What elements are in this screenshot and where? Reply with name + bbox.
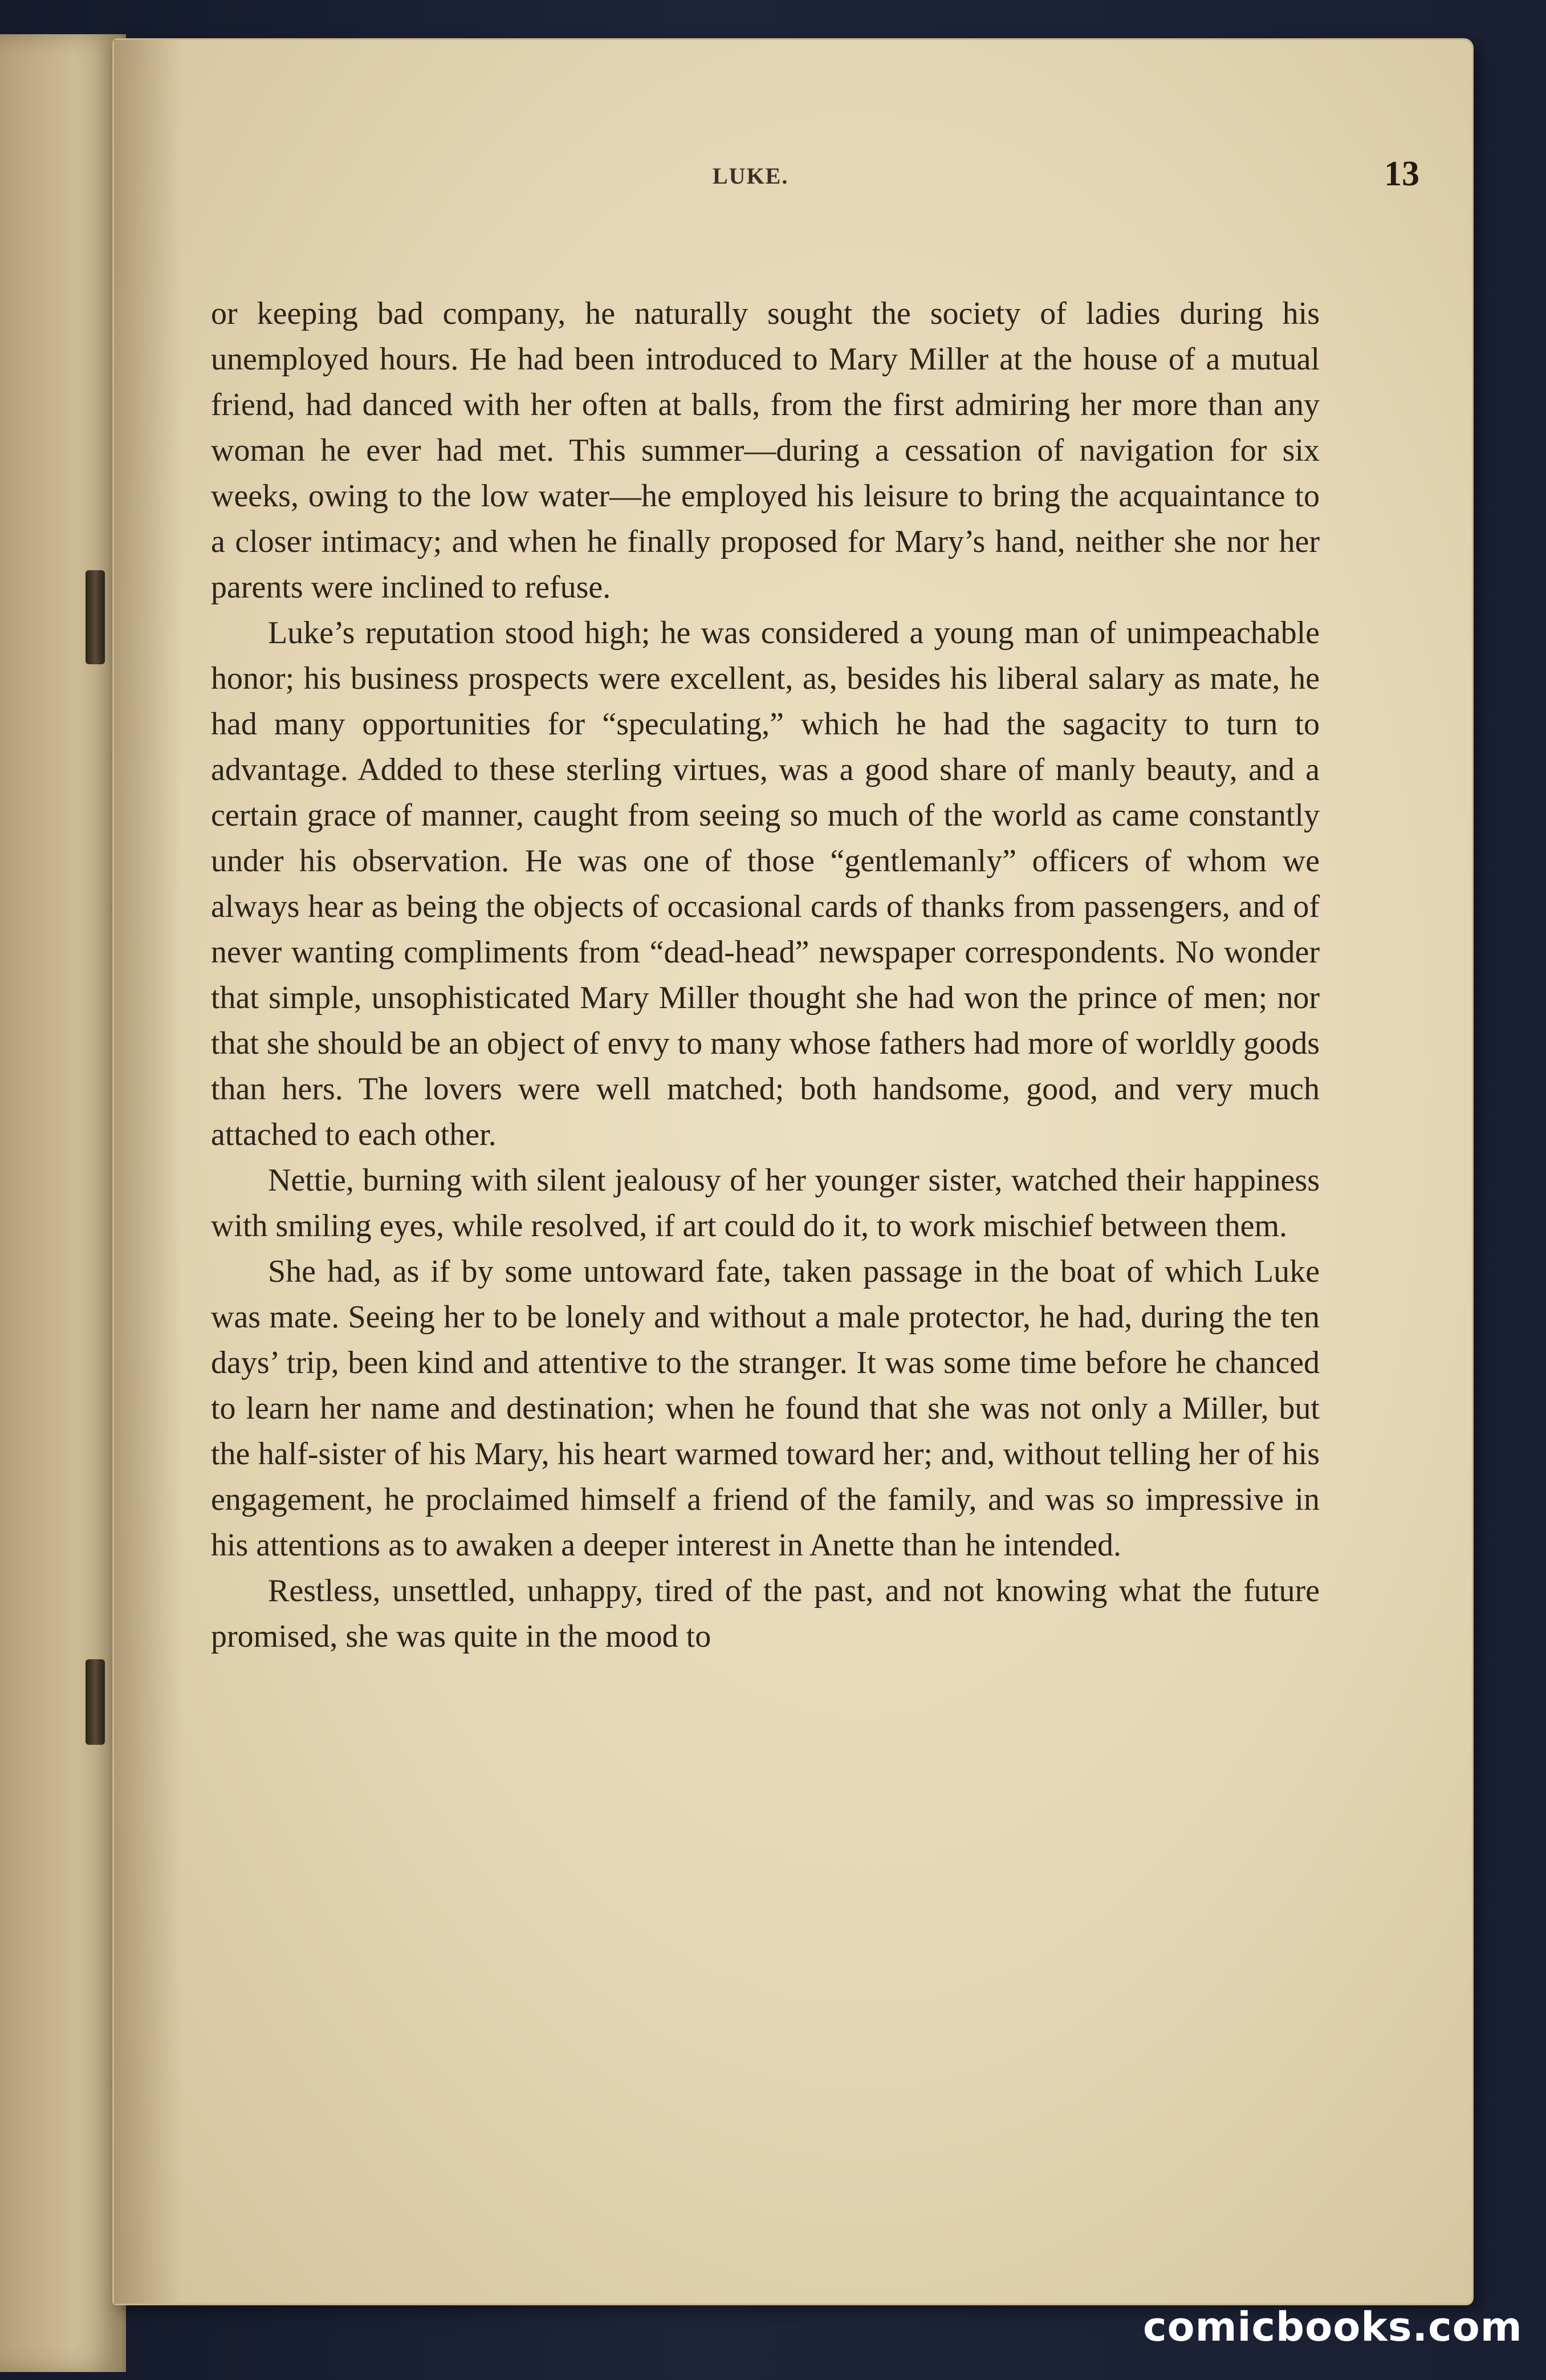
binding-staple-bottom xyxy=(86,1659,105,1745)
paragraph-3: Nettie, burning with silent jealousy of her younger sister, watched their happiness with smiling eyes, while resolved, if art could do it, to work mischief between them. xyxy=(211,1163,1320,1244)
paragraph-5: Restless, unsettled, unhappy, tired of the past, and not knowing what the future promised, she was quite in the mood to xyxy=(211,1573,1320,1654)
running-head: LUKE. xyxy=(713,163,789,189)
paragraph-1: or keeping bad company, he naturally sought the society of ladies during his unemployed hours. He had been introduced to Mary Miller at the house of a mutual friend, had danced with her often at balls, from the first admiring her more than any woman he ever had met. This summer—during a cessation of navigation for six weeks, owing to the low water—he employed his leisure to bring the acquaintance to a closer intimacy; and when he finally proposed for Mary’s hand, neither she nor her parents were inclined to refuse. xyxy=(211,296,1320,605)
paragraph-2: Luke’s reputation stood high; he was considered a young man of unimpeachable honor; his business prospects were excellent, as, besides his liberal salary as mate, he had many opportunities for “speculating,” which he had the sagacity to turn to advantage. Added to these sterling virtues, was a good share of manly beauty, and a certain grace of manner, caught from seeing so much of the world as came constantly under his observation. He was one of those “gentlemanly” officers of whom we always hear as being the objects of occasional cards of thanks from passengers, and of never wanting compliments from “dead-head” newspaper correspondents. No wonder that simple, unsophisticated Mary Miller thought she had won the prince of men; nor that she should be an object of envy to many whose fathers had more of worldly goods than hers. The lovers were well matched; both handsome, good, and very much attached to each other. xyxy=(211,615,1320,1152)
paragraph-4: She had, as if by some untoward fate, taken passage in the boat of which Luke was mate. Seeing her to be lonely and without a male protector, he had, during the ten days’ trip, been kind and attentive to the stranger. It was some time before he chanced to learn her name and destination; when he found that she was not only a Miller, but the half-sister of his Mary, his heart warmed toward her; and, without telling her of his engagement, he proclaimed himself a friend of the family, and was so impressive in his attentions as to awaken a deeper interest in Anette than he intended. xyxy=(211,1254,1320,1563)
body-text xyxy=(211,291,1320,1659)
book-page xyxy=(114,40,1472,2304)
site-watermark: comicbooks.com xyxy=(1143,2304,1523,2350)
previous-page-edge xyxy=(0,34,126,2372)
binding-staple-top xyxy=(86,570,105,664)
page-number: 13 xyxy=(1384,155,1419,193)
gutter-shadow xyxy=(114,40,182,2304)
